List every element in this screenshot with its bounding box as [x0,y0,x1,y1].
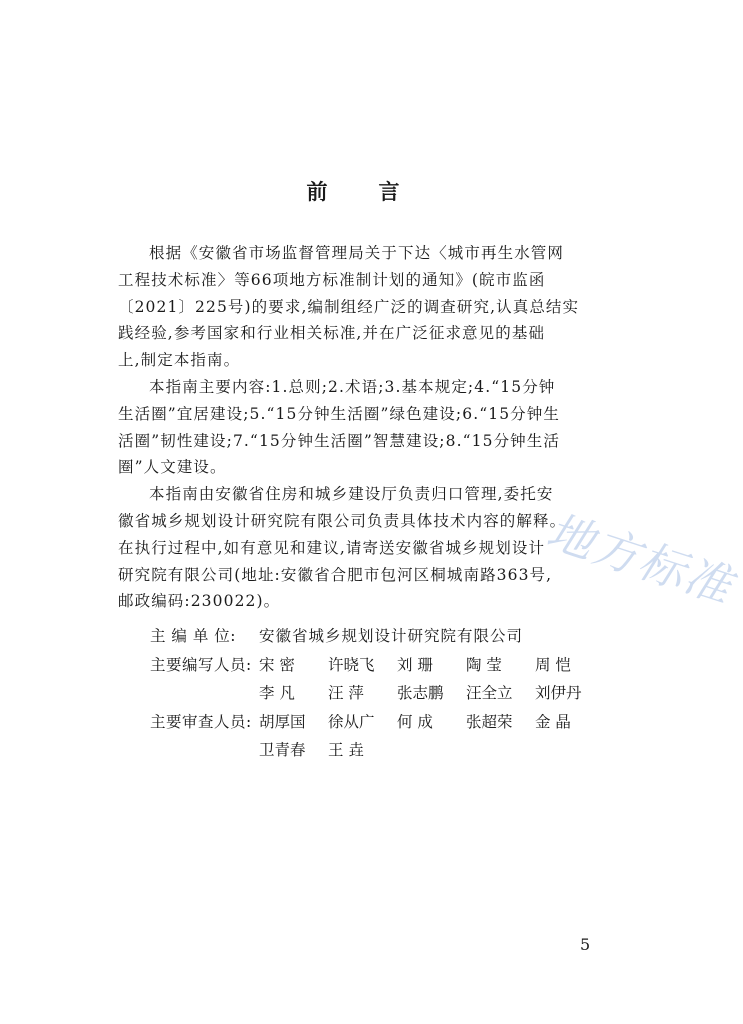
author-name: 汪全立 [466,684,513,703]
paragraph-3-line-3: 在执行过程中,如有意见和建议,请寄送安徽省城乡规划设计 [118,538,546,557]
chief-unit-value: 安徽省城乡规划设计研究院有限公司 [259,627,524,645]
reviewer-name: 徐从广 [328,712,375,731]
page-number: 5 [580,935,591,954]
author-name: 李 凡 [259,684,295,703]
paragraph-2-line-4: 圈”人文建设。 [118,458,227,477]
author-name: 刘 珊 [397,655,433,674]
author-name: 刘伊丹 [535,684,582,703]
staff-list [150,622,604,765]
author-name: 宋 密 [259,655,295,674]
reviewer-name: 何 成 [397,712,433,731]
author-name: 陶 莹 [466,655,502,674]
author-name: 汪 萍 [328,684,364,703]
paragraph-1-line-2: 工程技术标准〉等66项地方标准制计划的通知》(皖市监函 [118,270,546,289]
reviewer-name: 卫青春 [259,741,306,760]
chief-unit-label: 主 编 单 位: [150,627,237,645]
paragraph-2-line-1: 本指南主要内容:1.总则;2.术语;3.基本规定;4.“15分钟 [149,377,556,396]
reviewer-name: 王 垚 [328,741,364,760]
paragraph-3-line-1: 本指南由安徽省住房和城乡建设厅负责归口管理,委托安 [149,485,554,504]
paragraph-1-line-4: 践经验,参考国家和行业相关标准,并在广泛征求意见的基础 [118,324,546,343]
paragraph-1-line-1: 根据《安徽省市场监督管理局关于下达〈城市再生水管网 [149,244,565,262]
reviewer-name: 胡厚国 [259,712,306,731]
author-name: 许晓飞 [328,655,375,674]
paragraph-1-line-3: 〔2021〕225号)的要求,编制组经广泛的调查研究,认真总结实 [118,297,580,316]
author-name: 张志鹏 [397,684,444,703]
preface-body [118,240,610,615]
authors-row-2 [150,679,604,708]
page-title [0,176,707,206]
paragraph-2-line-2: 生活圈”宜居建设;5.“15分钟生活圈”绿色建设;6.“15分钟生 [118,404,560,423]
paragraph-3-line-2: 徽省城乡规划设计研究院有限公司负责具体技术内容的解释。 [118,511,567,530]
paragraph-3-line-4: 研究院有限公司(地址:安徽省合肥市包河区桐城南路363号, [118,565,553,584]
authors-label: 主要编写人员: [150,655,252,674]
reviewers-label: 主要审查人员: [150,712,252,731]
author-name: 周 恺 [535,655,571,674]
paragraph-2-line-3: 活圈”韧性建设;7.“15分钟生活圈”智慧建设;8.“15分钟生活 [118,431,560,450]
reviewers-row-1 [150,708,604,737]
paragraph-1-line-5: 上,制定本指南。 [118,351,241,370]
reviewer-name: 张超荣 [466,712,513,731]
reviewer-name: 金 晶 [535,712,571,731]
title-char-1: 前 [306,180,329,204]
reviewers-row-2 [150,736,604,765]
watermark: 地方标准 [540,503,740,615]
title-char-2: 言 [378,180,401,204]
paragraph-3-line-5: 邮政编码:230022)。 [118,592,281,611]
chief-unit-row [150,622,604,651]
authors-row-1 [150,651,604,680]
